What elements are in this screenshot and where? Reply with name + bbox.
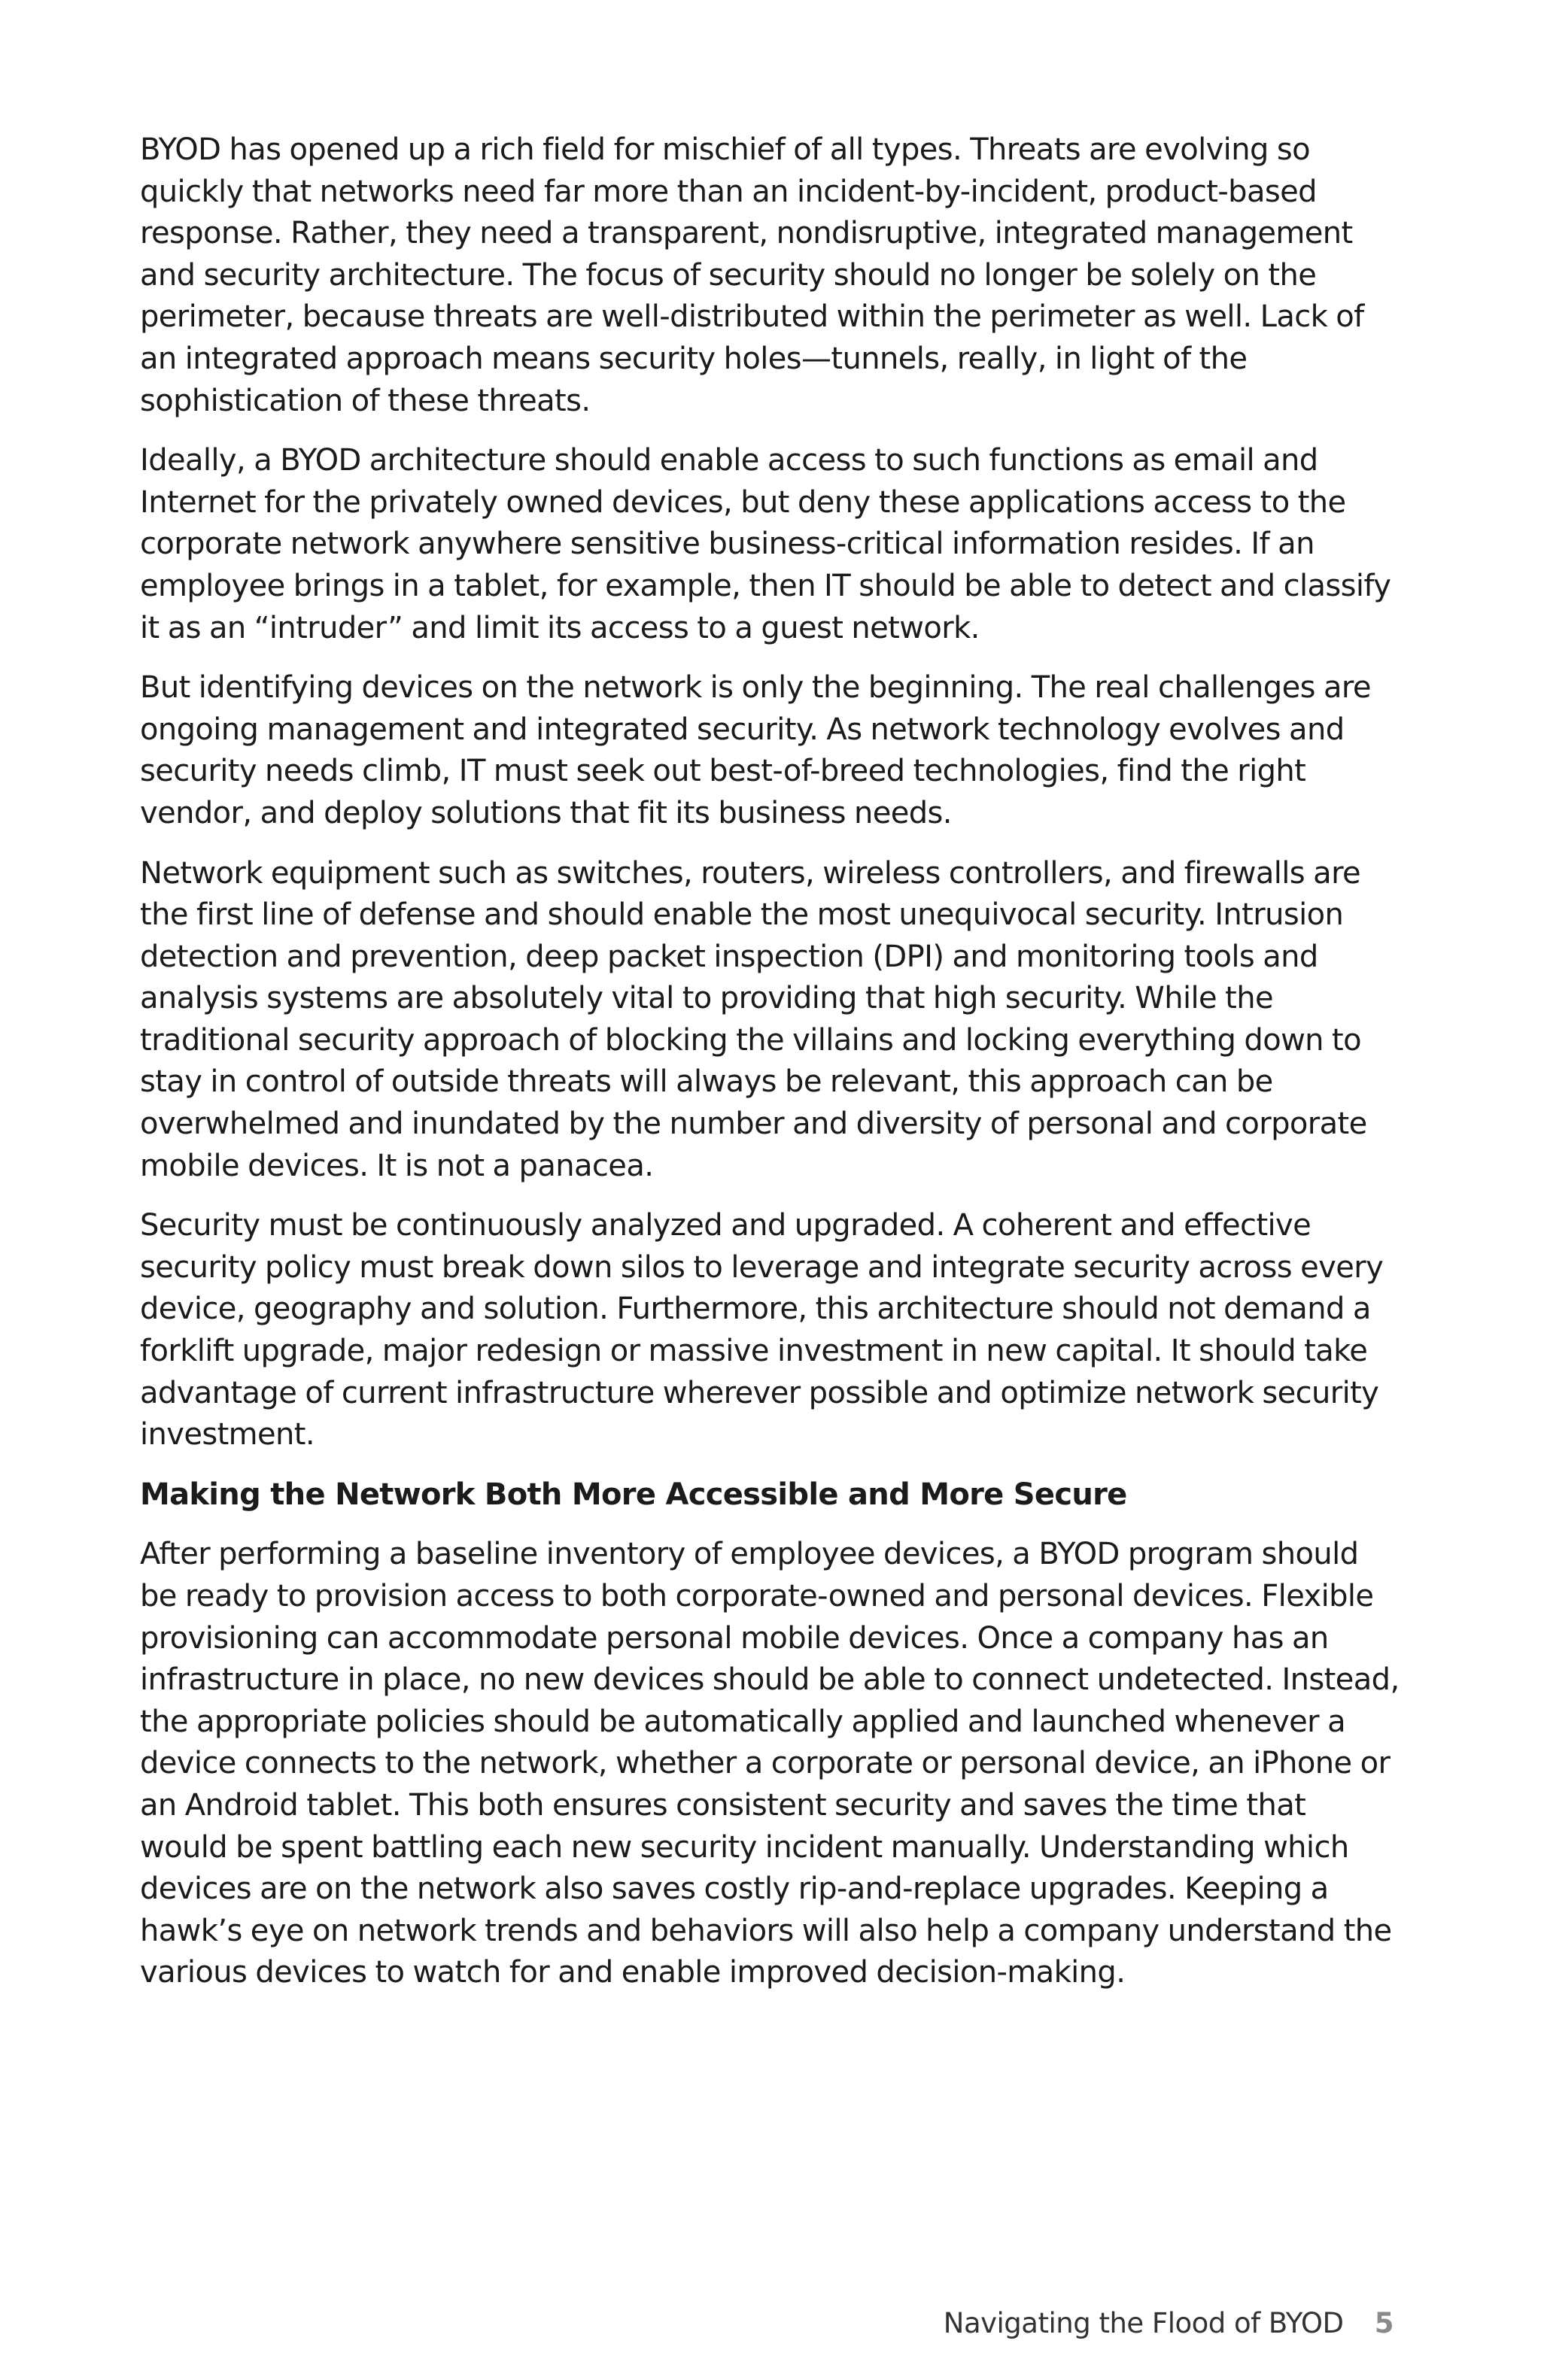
document-body xyxy=(140,129,1401,2012)
section-heading: Making the Network Both More Accessible and More Secure xyxy=(140,1477,1127,1512)
paragraph-network-equipment: Network equipment such as switches, routers, wireless controllers, and firewalls are the first line of defense and should enable the most unequivocal security. Intrusion detection and prevention, deep packet inspection (DPI) and monitoring tools and analysis systems are absolutely vital to providing that high security. While the traditional security approach of blocking the villains and locking everything down to stay in control of outside threats will always be relevant, this approach can be overwhelmed and inundated by the number and diversity of personal and corporate mobile devices. It is not a panacea. xyxy=(140,855,1367,1183)
page-number: 5 xyxy=(1374,2307,1394,2339)
paragraph-identifying-devices: But identifying devices on the network is only the beginning. The real challenges are ongoing management and integrated security. As network technology evolves and security needs climb, IT must seek out best-of-breed technologies, find the right vendor, and deploy solutions that fit its business needs. xyxy=(140,670,1371,830)
footer-title: Navigating the Flood of BYOD xyxy=(943,2307,1344,2339)
paragraph-byod-architecture: Ideally, a BYOD architecture should enable access to such functions as email and Internet for the privately owned devices, but deny these applications access to the corporate network anywhere sensitive business-critical information resides. If an employee brings in a tablet, for example, then IT should be able to detect and classify it as an “intruder” and limit its access to a guest network. xyxy=(140,443,1391,645)
paragraph-baseline-inventory: After performing a baseline inventory of employee devices, a BYOD program should be ready to provision access to both corporate-owned and personal devices. Flexible provisioning can accommodate personal mobile devices. Once a company has an infrastructure in place, no new devices should be able to connect undetected. Instead, the appropriate policies should be automatically applied and launched whenever a device connects to the network, whether a corporate or personal device, an iPhone or an Android tablet. This both ensures consistent security and saves the time that would be spent battling each new security incident manually. Understanding which devices are on the network also saves costly rip-and-replace upgrades. Keeping a hawk’s eye on network trends and behaviors will also help a company understand the various devices to watch for and enable improved decision-making. xyxy=(140,1537,1400,1990)
page-footer xyxy=(944,2306,1394,2341)
paragraph-security-upgrade: Security must be continuously analyzed and upgraded. A coherent and effective security policy must break down silos to leverage and integrate security across every device, geography and solution. Furthermore, this architecture should not demand a forklift upgrade, major redesign or massive investment in new capital. It should take advantage of current infrastructure wherever possible and optimize network security investment. xyxy=(140,1208,1384,1453)
paragraph-byod-threats: BYOD has opened up a rich field for mischief of all types. Threats are evolving so quickly that networks need far more than an incident-by-incident, product-based response. Rather, they need a transparent, nondisruptive, integrated management and security architecture. The focus of security should no longer be solely on the perimeter, because threats are well-distributed within the perimeter as well. Lack of an integrated approach means security holes—tunnels, really, in light of the sophistication of these threats. xyxy=(140,132,1364,418)
